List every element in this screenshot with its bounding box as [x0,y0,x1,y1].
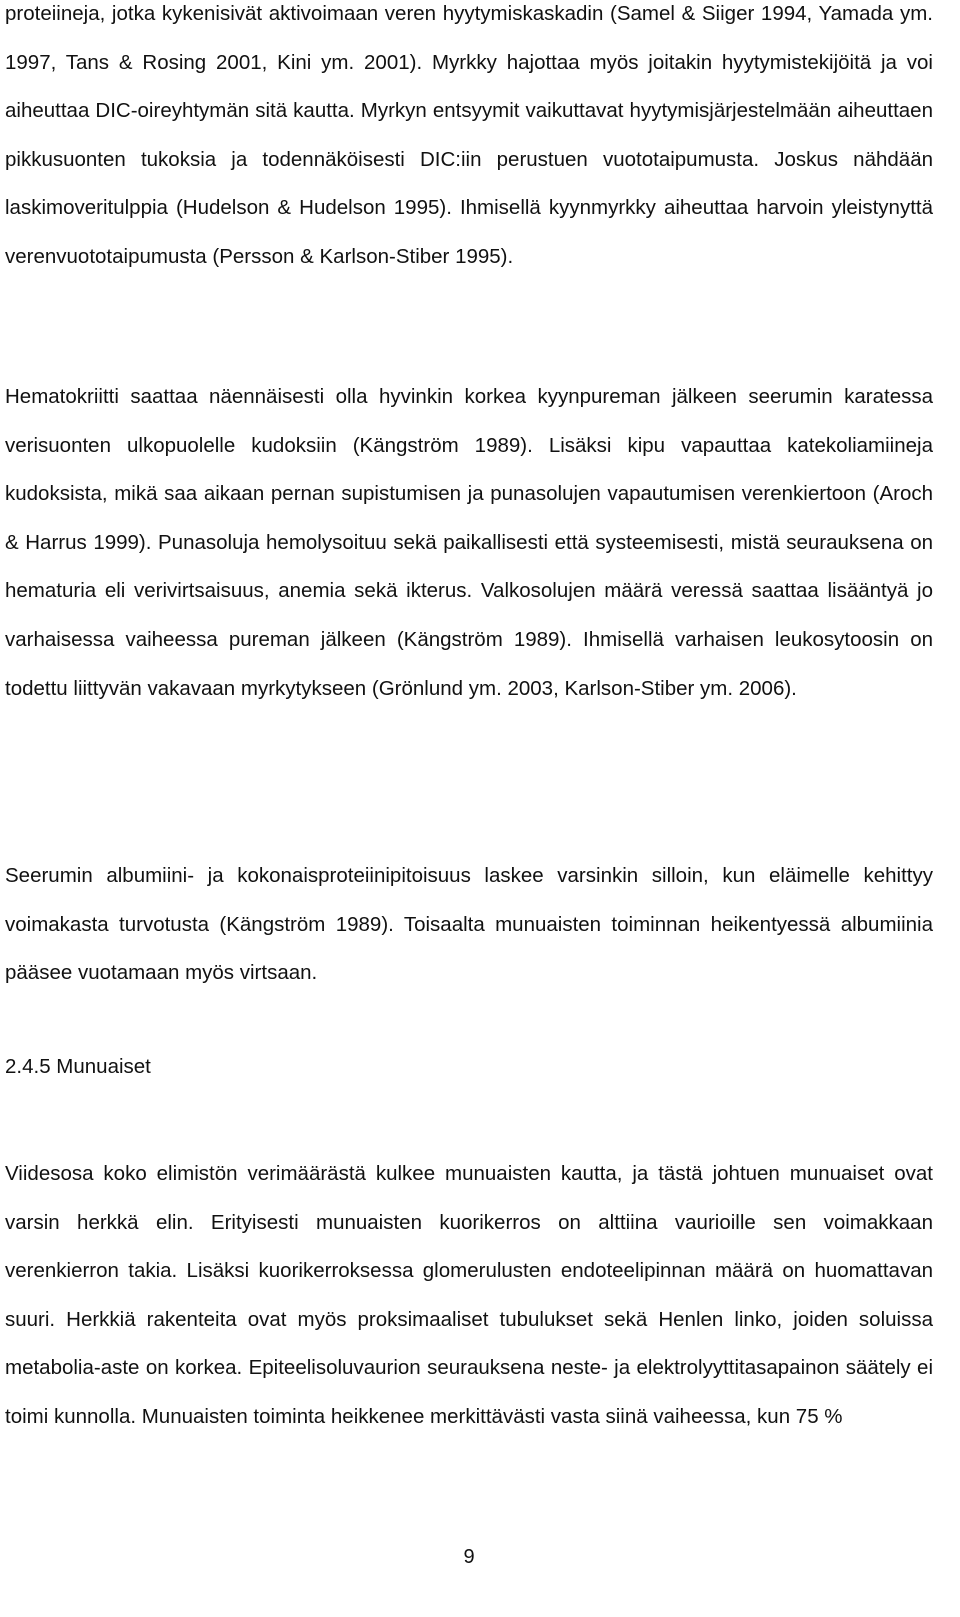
page-number: 9 [463,1546,475,1568]
paragraph-hematocrit: Hematokriitti saattaa näennäisesti olla hyvinkin korkea kyynpureman jälkeen seerumin karatessa verisuonten ulkopuolelle kudoksiin (Kängström 1989). Lisäksi kipu vapauttaa katekoliamiineja kudoksista, mikä saa aikaan pernan supistumisen ja punasolujen vapautumisen verenkiertoon (Aroch & Harrus 1999). Punasoluja hemolysoituu sekä paikallisesti että systeemisesti, mistä seurauksena on hematuria eli verivirtsaisuus, anemia sekä ikterus. Valkosolujen määrä veressä saattaa lisääntyä jo varhaisessa vaiheessa pureman jälkeen (Kängström 1989). Ihmisellä varhaisen leukosytoosin on todettu liittyvän vakavaan myrkytykseen (Grönlund ym. 2003, Karlson-Stiber ym. 2006). [5,385,933,700]
paragraph-kidneys: Viidesosa koko elimistön verimäärästä kulkee munuaisten kautta, ja tästä johtuen munuaiset ovat varsin herkkä elin. Erityisesti munuaisten kuorikerros on alttiina vaurioille sen voimakkaan verenkierron takia. Lisäksi kuorikerroksessa glomerulusten endoteelipinnan määrä on huomattavan suuri. Herkkiä rakenteita ovat myös proksimaaliset tubulukset sekä Henlen linko, joiden soluissa metabolia-aste on korkea. Epiteelisoluvaurion seurauksena neste- ja elektrolyyttitasapainon säätely ei toimi kunnolla. Munuaisten toiminta heikkenee merkittävästi vasta siinä vaiheessa, kun 75 % [5,1162,933,1428]
section-heading: 2.4.5 Munuaiset [5,1055,151,1078]
paragraph-albumin: Seerumin albumiini- ja kokonaisproteiinipitoisuus laskee varsinkin silloin, kun eläimelle kehittyy voimakasta turvotusta (Kängström 1989). Toisaalta munuaisten toiminnan heikentyessä albumiinia pääsee vuotamaan myös virtsaan. [5,864,933,985]
paragraph-coagulation: proteiineja, jotka kykenisivät aktivoimaan veren hyytymiskaskadin (Samel & Siiger 1994, Yamada ym. 1997, Tans & Rosing 2001, Kini ym. 2001). Myrkky hajottaa myös joitakin hyytymistekijöitä ja voi aiheuttaa DIC-oireyhtymän sitä kautta. Myrkyn entsyymit vaikuttavat hyytymisjärjestelmään aiheuttaen pikkusuonten tukoksia ja todennäköisesti DIC:iin perustuen vuototaipumusta. Joskus nähdään laskimoveritulppia (Hudelson & Hudelson 1995). Ihmisellä kyynmyrkky aiheuttaa harvoin yleistynyttä verenvuototaipumusta (Persson & Karlson-Stiber 1995). [5,2,933,268]
